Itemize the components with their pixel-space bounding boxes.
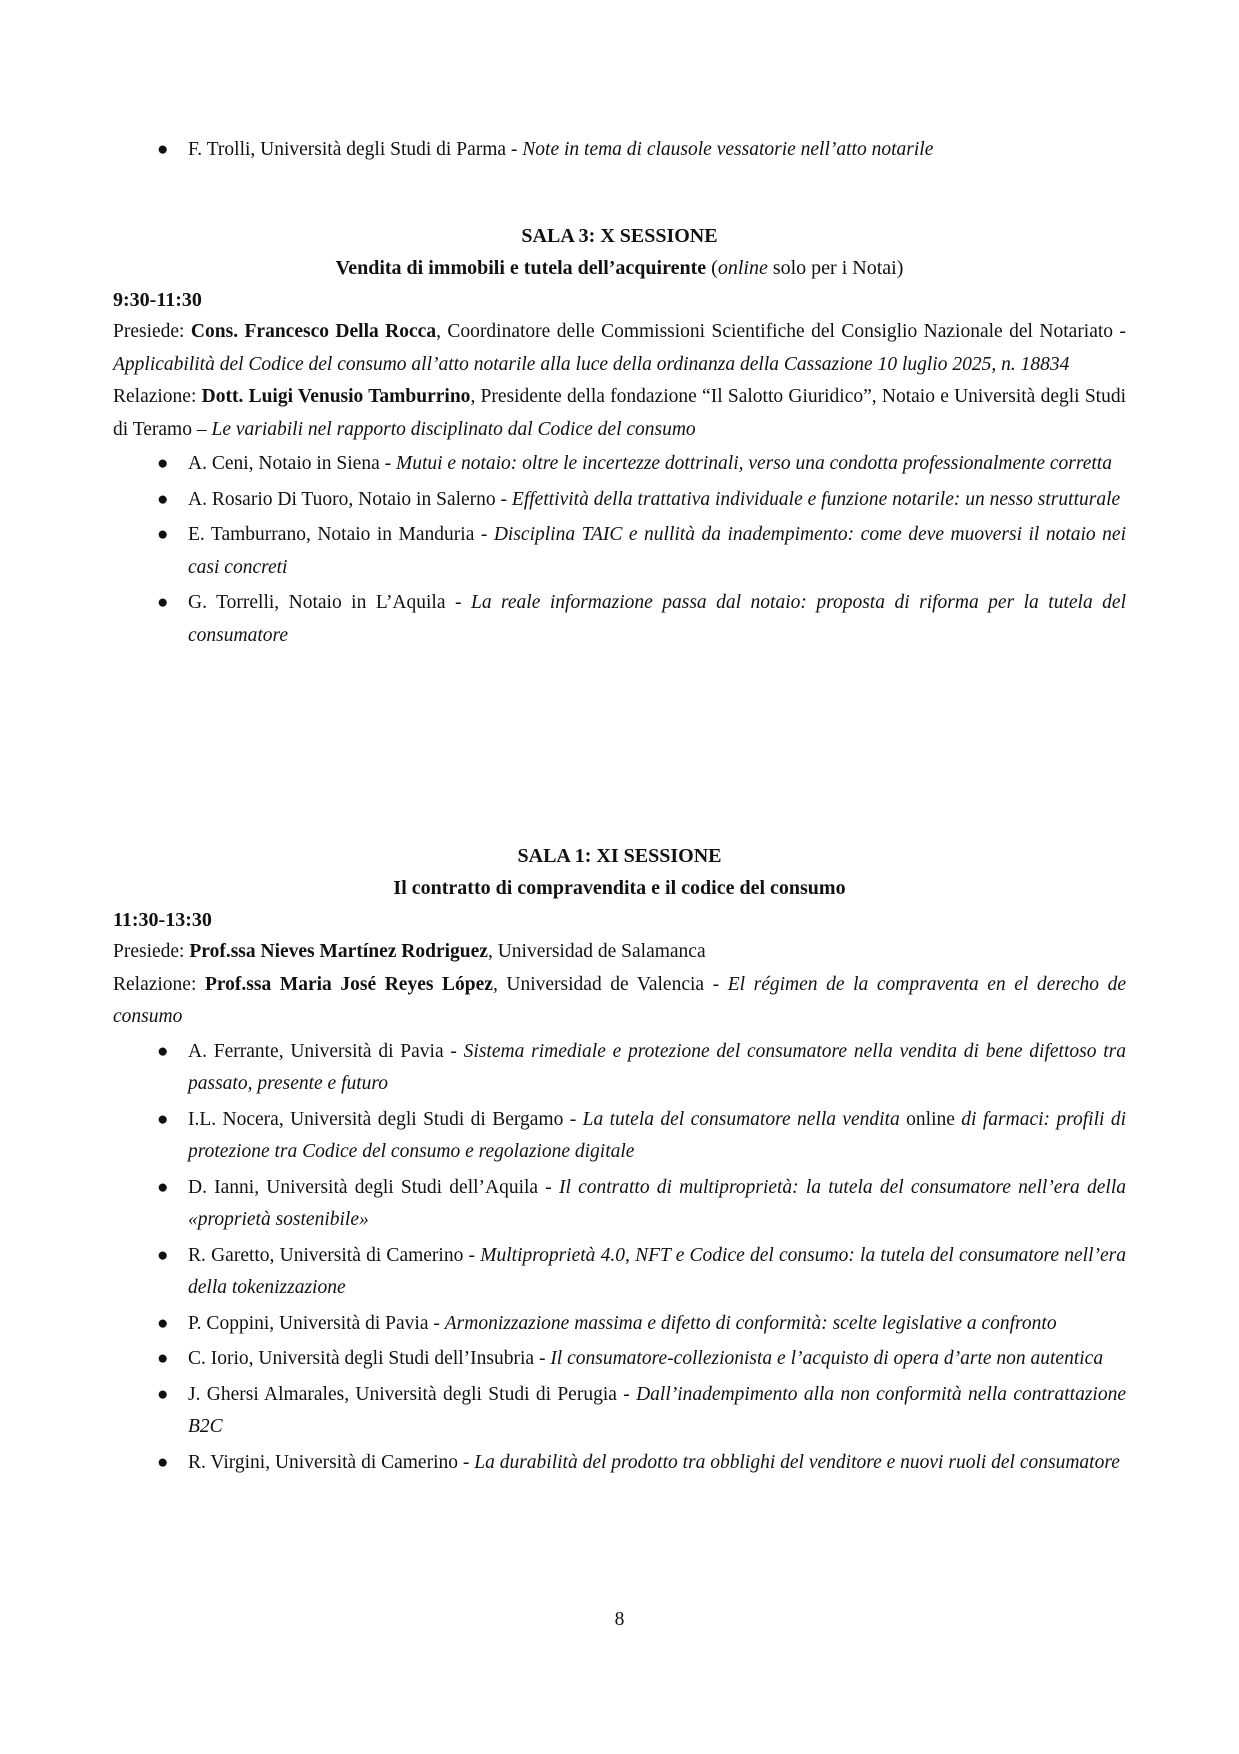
item-title: Multiproprietà 4.0, NFT e Codice del consumo: la tutela del consumatore nell’era della tokenizzazione [188, 1244, 1126, 1298]
session-time: 9:30-11:30 [113, 289, 202, 311]
presiede-label: Presiede: [113, 941, 190, 962]
bullet-icon: ● [157, 1108, 169, 1130]
item-title: Sistema rimediale e protezione del consumatore nella vendita di bene difettoso tra passato, presente e futuro [188, 1040, 1126, 1094]
presiede-label: Presiede: [113, 321, 191, 342]
item-title: Armonizzazione massima e difetto di conformità: scelte legislative a confronto [444, 1312, 1057, 1334]
session-heading: SALA 3: X SESSIONE [521, 225, 718, 247]
bullet-icon: ● [157, 1176, 169, 1198]
list-item [113, 1379, 1126, 1444]
list-item [113, 1172, 1126, 1237]
list-item [113, 134, 1126, 167]
item-author: A. Ferrante, Università di Pavia - [188, 1040, 464, 1062]
item-author: P. Coppini, Università di Pavia - [188, 1312, 445, 1334]
session-subtitle: Il contratto di compravendita e il codice del consumo [393, 877, 846, 899]
list-item [113, 1036, 1126, 1101]
item-author: F. Trolli, Università degli Studi di Parma - [188, 139, 523, 160]
item-author: C. Iorio, Università degli Studi dell’Insubria - [188, 1348, 551, 1369]
presiede-name: Prof.ssa Nieves Martínez Rodriguez [189, 941, 488, 962]
relazione-role: , Presidente della fondazione “Il Salotto Giuridico”, Notaio e Università degli Studi di Teramo – [113, 386, 1126, 440]
bullet-icon: ● [157, 1348, 169, 1369]
session-x-list [113, 448, 1126, 652]
list-item [113, 484, 1126, 517]
item-title: Disciplina TAIC e nullità da inadempimento: come deve muoversi il notaio nei casi concreti [188, 524, 1126, 578]
item-title: La durabilità del prodotto tra obblighi del venditore e nuovi ruoli del consumatore [474, 1451, 1120, 1473]
relazione-name: Dott. Luigi Venusio Tamburrino [201, 386, 471, 407]
item-author: E. Tamburrano, Notaio in Manduria - [188, 524, 494, 545]
bullet-icon: ● [157, 1383, 169, 1405]
item-title-mid: online [899, 1108, 962, 1130]
bullet-icon: ● [157, 1312, 169, 1334]
list-item [113, 1308, 1126, 1341]
item-author: G. Torrelli, Notaio in L’Aquila - [188, 592, 471, 613]
session-time: 11:30-13:30 [113, 909, 212, 931]
item-author: A. Rosario Di Tuoro, Notaio in Salerno - [188, 488, 512, 510]
list-item [113, 1447, 1126, 1480]
item-author: I.L. Nocera, Università degli Studi di Bergamo - [188, 1108, 583, 1130]
relazione-label: Relazione: [113, 973, 205, 995]
list-item [113, 1104, 1126, 1169]
item-title: La tutela del consumatore nella vendita [582, 1108, 900, 1130]
bullet-icon: ● [157, 1244, 169, 1266]
session-subtitle-bold: Vendita di immobili e tutela dell’acquirente [335, 257, 707, 279]
item-author: D. Ianni, Università degli Studi dell’Aquila - [188, 1176, 559, 1198]
subtitle-italic: online [717, 257, 768, 279]
item-author: R. Virgini, Università di Camerino - [188, 1451, 475, 1473]
item-author: J. Ghersi Almarales, Università degli Studi di Perugia - [188, 1383, 637, 1405]
subtitle-rest: solo per i Notai) [767, 257, 904, 279]
session-xi [113, 840, 1126, 1479]
item-author: R. Garetto, Università di Camerino - [188, 1244, 481, 1266]
presiede-name: Cons. Francesco Della Rocca [190, 321, 437, 342]
top-bullet-block [113, 134, 1126, 167]
relazione-name: Prof.ssa Maria José Reyes López [204, 973, 493, 995]
presiede-title: Applicabilità del Codice del consumo all’atto notarile alla luce della ordinanza della Cassazione 10 luglio 2025, n. 18834 [113, 353, 1070, 375]
list-item [113, 448, 1126, 481]
bullet-icon: ● [157, 524, 169, 545]
relazione-label: Relazione: [113, 386, 202, 407]
list-item [113, 1343, 1126, 1376]
page-number: 8 [614, 1609, 625, 1630]
presiede-paragraph [113, 316, 1126, 381]
relazione-title: Le variabili nel rapporto disciplinato dal Codice del consumo [211, 418, 696, 440]
item-title-cont: di farmaci: profili di protezione tra Codice del consumo e regolazione digitale [188, 1108, 1126, 1162]
list-item [113, 519, 1126, 584]
item-title: Effettività della trattativa individuale e funzione notarile: un nesso strutturale [511, 488, 1121, 510]
relazione-paragraph [113, 381, 1126, 446]
bullet-icon: ● [157, 592, 169, 613]
item-title: La reale informazione passa dal notaio: proposta di riforma per la tutela del consumatore [188, 592, 1126, 646]
bullet-icon: ● [157, 139, 169, 160]
item-title: Il consumatore-collezionista e l’acquisto di opera d’arte non autentica [550, 1348, 1104, 1369]
session-subtitle [113, 252, 1126, 284]
relazione-paragraph [113, 969, 1126, 1034]
item-title: Dall’inadempimento alla non conformità nella contrattazione B2C [188, 1383, 1127, 1437]
item-author: A. Ceni, Notaio in Siena - [188, 453, 396, 474]
item-title: Mutui e notaio: oltre le incertezze dottrinali, verso una condotta professionalmente corretta [395, 453, 1112, 474]
bullet-icon: ● [157, 1040, 169, 1062]
bullet-icon: ● [157, 1451, 169, 1473]
presiede-role: , Universidad de Salamanca [487, 941, 706, 962]
presiede-paragraph [113, 936, 1126, 969]
list-item [113, 1240, 1126, 1305]
bullet-icon: ● [157, 488, 169, 510]
item-title: Note in tema di clausole vessatorie nell’atto notarile [522, 139, 934, 160]
item-title: Il contratto di multiproprietà: la tutela del consumatore nell’era della «proprietà sostenibile» [188, 1176, 1126, 1230]
presiede-role: , Coordinatore delle Commissioni Scientifiche del Consiglio Nazionale del Notariato - [436, 321, 1126, 342]
bullet-icon: ● [157, 453, 169, 474]
relazione-role: , Universidad de Valencia - [492, 973, 728, 995]
session-heading: SALA 1: XI SESSIONE [517, 845, 722, 867]
session-xi-list [113, 1036, 1126, 1480]
list-item [113, 587, 1126, 652]
session-x [113, 220, 1126, 652]
relazione-title: El régimen de la compraventa en el derecho de consumo [113, 973, 1126, 1027]
subtitle-paren: ( [706, 257, 718, 279]
